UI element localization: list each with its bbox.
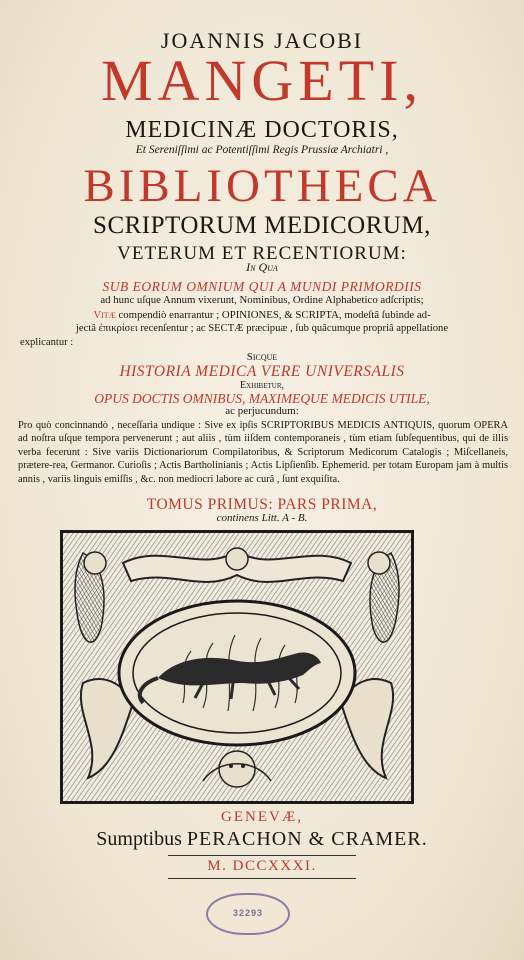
subtitle-veterum: VETERUM ET RECENTIORUM: xyxy=(117,243,407,264)
description-line-4: explicantur : xyxy=(20,337,74,348)
publisher-name: PERACHON & CRAMER. xyxy=(186,828,428,850)
main-title: BIBLIOTHECA xyxy=(83,160,441,212)
salamander-cartouche-icon xyxy=(63,533,411,801)
volume-heading: TOMUS PRIMUS: PARS PRIMA, xyxy=(146,496,378,513)
author-title: MEDICINÆ DOCTORIS, xyxy=(125,117,399,143)
author-first-name: JOANNIS JACOBI xyxy=(160,28,364,53)
stamp-number: 32293 xyxy=(232,908,264,918)
author-office: Et Sereniſſimi ac Potentiſſimi Regis Prussiæ Archiatri , xyxy=(135,144,389,156)
sicque: Sicque xyxy=(246,351,278,363)
publisher-line xyxy=(0,829,524,849)
engraved-illustration xyxy=(60,530,414,804)
description-line-2 xyxy=(0,310,524,321)
sumptibus: Sumptibus xyxy=(96,828,182,850)
perjucundum: ac perjucundum: xyxy=(225,405,299,417)
sources-paragraph: Pro quò concinnandò , neceſſaria undique : Sive ex ipſis SCRIPTORIBUS MEDICIS ANTIQUIS, quorum OPERA ad noſtra uſque tempora pervenerunt ; aut aliis , tùm iiſdem contemporaneis , tùm etiam ſubſequentibus, qui de illis verba fecerunt : Sive variis Dictionariorum Compilatoribus, & Scriptorum Medicorum Catalogis ; Miſcellaneis, prætere-rea, Germanor. Curioſis ; Actis Bartholinianis ; Actis Lipſienſib. Ephemerid. per totam Europam jam à multis annis , variis linguis emiſſis , &c. non mediocri labore ac curâ , ſunt exquiſita. xyxy=(18,420,508,485)
bottom-rule xyxy=(168,878,356,879)
vitae-word: Vitæ xyxy=(93,309,116,321)
author-surname: MANGETI, xyxy=(101,48,423,113)
description-heading: SUB EORUM OMNIUM QUI A MUNDI PRIMORDIIS xyxy=(102,279,422,294)
subtitle-scriptorum: SCRIPTORUM MEDICORUM, xyxy=(93,212,431,239)
description-line-2-rest: compendiò enarrantur ; OPINIONES, & SCRIPTA, modeſtâ ſubinde ad- xyxy=(115,309,431,321)
place-of-publication: GENEVÆ, xyxy=(221,809,303,825)
description-line-3: jectâ ἐπικρίσει recenſentur ; ac SECTÆ præcipuæ , ſub quâcumque propriâ appellatione xyxy=(75,323,449,334)
publication-date: M. DCCXXXI. xyxy=(207,858,317,874)
volume-contents: continens Litt. A - B. xyxy=(216,512,308,524)
library-stamp-icon xyxy=(206,893,290,935)
exhibetur: Exhibetur, xyxy=(240,380,284,391)
historia-heading: HISTORIA MEDICA VERE UNIVERSALIS xyxy=(119,363,405,380)
in-qua: In Qua xyxy=(246,260,278,274)
top-rule xyxy=(168,855,356,856)
description-line-1: ad hunc uſque Annum vixerunt, Nominibus, Ordine Alphabetico adſcriptis; xyxy=(100,294,424,306)
opus-heading: OPUS DOCTIS OMNIBUS, MAXIMEQUE MEDICIS UTILE, xyxy=(94,391,430,406)
